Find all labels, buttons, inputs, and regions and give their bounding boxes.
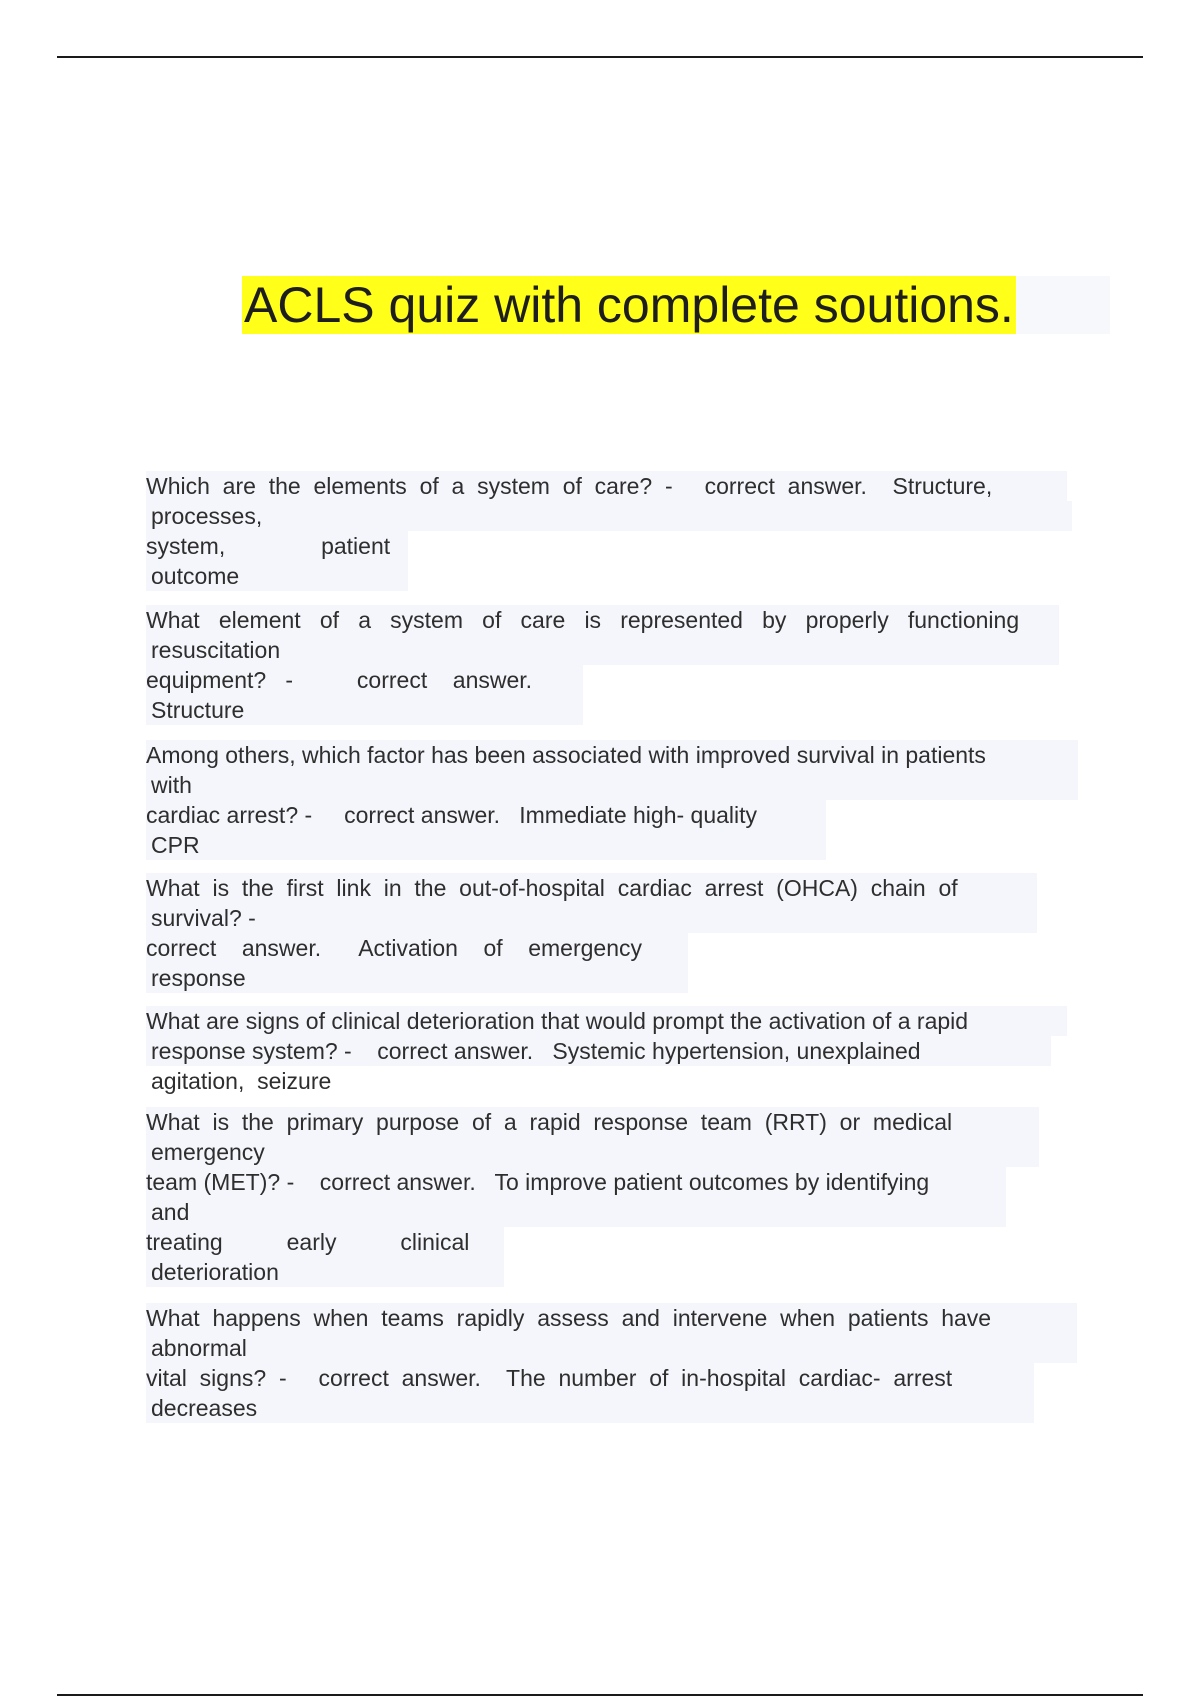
qa-line: deterioration bbox=[146, 1257, 504, 1287]
qa-line: correct answer. Activation of emergency bbox=[146, 933, 688, 963]
qa-line: Structure bbox=[146, 695, 583, 725]
qa-line: processes, bbox=[146, 501, 1072, 531]
top-rule bbox=[57, 56, 1143, 58]
qa-item-4 bbox=[146, 873, 1037, 993]
qa-line: outcome bbox=[146, 561, 408, 591]
qa-line: emergency bbox=[146, 1137, 1039, 1167]
document-title: ACLS quiz with complete soutions. bbox=[244, 277, 1014, 333]
qa-item-2 bbox=[146, 605, 1059, 725]
qa-line: decreases bbox=[146, 1393, 1034, 1423]
qa-line: vital signs? - correct answer. The number of in-hospital cardiac- arrest bbox=[146, 1363, 1034, 1393]
qa-line: with bbox=[146, 770, 1078, 800]
qa-line: What is the first link in the out-of-hospital cardiac arrest (OHCA) chain of bbox=[146, 873, 1037, 903]
qa-line: survival? - bbox=[146, 903, 1037, 933]
qa-line: What are signs of clinical deterioration that would prompt the activation of a rapid bbox=[146, 1006, 1067, 1036]
qa-line: treating early clinical bbox=[146, 1227, 504, 1257]
qa-item-5 bbox=[146, 1006, 1067, 1096]
qa-item-6 bbox=[146, 1107, 1039, 1287]
qa-item-3 bbox=[146, 740, 1078, 860]
qa-item-1 bbox=[146, 471, 1072, 591]
qa-line: What happens when teams rapidly assess and intervene when patients have bbox=[146, 1303, 1077, 1333]
qa-line: What is the primary purpose of a rapid response team (RRT) or medical bbox=[146, 1107, 1039, 1137]
qa-line: CPR bbox=[146, 830, 826, 860]
qa-line: response bbox=[146, 963, 688, 993]
qa-line: team (MET)? - correct answer. To improve patient outcomes by identifying bbox=[146, 1167, 1006, 1197]
qa-line: resuscitation bbox=[146, 635, 1059, 665]
qa-line: Among others, which factor has been associated with improved survival in patients bbox=[146, 740, 1078, 770]
qa-line: Which are the elements of a system of care? - correct answer. Structure, bbox=[146, 471, 1067, 501]
qa-line: agitation, seizure bbox=[151, 1068, 332, 1094]
qa-line: and bbox=[146, 1197, 1006, 1227]
qa-line: What element of a system of care is represented by properly functioning bbox=[146, 605, 1059, 635]
qa-line: equipment? - correct answer. bbox=[146, 665, 583, 695]
bottom-rule bbox=[57, 1694, 1143, 1696]
qa-line: cardiac arrest? - correct answer. Immediate high- quality bbox=[146, 800, 826, 830]
qa-line: abnormal bbox=[146, 1333, 1077, 1363]
qa-line: system, patient bbox=[146, 531, 408, 561]
qa-item-7 bbox=[146, 1303, 1077, 1423]
qa-line: response system? - correct answer. Systemic hypertension, unexplained bbox=[146, 1036, 1051, 1066]
title-band bbox=[242, 276, 1110, 334]
